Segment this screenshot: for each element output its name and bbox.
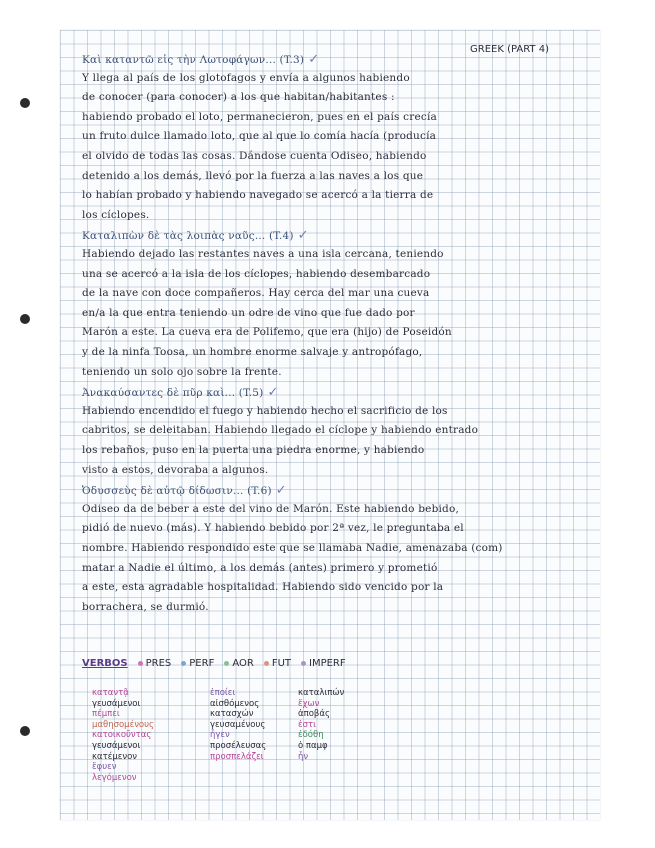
line-text: Ἀνακαύσαντες δὲ πῦρ καὶ... (T.5) xyxy=(82,387,264,400)
section-heading xyxy=(82,483,287,498)
verb-entry: προσπελάζει xyxy=(210,751,264,762)
legend-label: AOR xyxy=(232,658,254,669)
line-text: de la nave con doce compañeros. Hay cerca del mar una cueva xyxy=(82,287,430,300)
line-text: cabritos, se deleitaban. Habiendo llegado el cíclope y habiendo entrado xyxy=(82,424,479,437)
text-line xyxy=(82,444,424,456)
verb-entry: ἦγεν xyxy=(210,730,230,741)
line-text: Odiseo da de beber a este del vino de Marón. Este habiendo bebido, xyxy=(82,502,460,515)
color-dot-icon xyxy=(138,661,143,666)
legend-items xyxy=(138,658,346,669)
line-text: un fruto dulce llamado loto, que al que lo comía hacía (producía xyxy=(82,130,437,143)
text-line xyxy=(82,287,430,299)
text-line xyxy=(82,268,430,280)
text-line xyxy=(82,346,422,358)
page-title: GREEK (PART 4) xyxy=(470,44,549,55)
check-mark-icon: ✓ xyxy=(275,483,287,499)
legend-item xyxy=(224,658,253,669)
verb-column-1 xyxy=(92,688,154,783)
text-line xyxy=(82,464,268,476)
legend-item xyxy=(264,658,291,669)
legend-header: VERBOS xyxy=(82,658,128,669)
verb-entry: μαθησομένους xyxy=(92,719,155,730)
verb-column-3 xyxy=(298,688,344,762)
text-line xyxy=(82,581,443,593)
line-text: visto a estos, devoraba a algunos. xyxy=(82,463,269,476)
text-line xyxy=(82,248,444,260)
verb-entry: ἐποίει xyxy=(210,688,236,698)
verb-entry: γευσάμενοι xyxy=(92,698,141,709)
text-line xyxy=(82,503,459,515)
legend-label: PERF xyxy=(189,658,215,669)
legend-label: PRES xyxy=(145,658,172,669)
text-line xyxy=(82,562,438,574)
verb-entry: πέμπει xyxy=(92,709,120,720)
verb-entry: ἔχων xyxy=(298,698,320,709)
line-text: el olvido de todas las cosas. Dándose cuenta Odiseo, habiendo xyxy=(82,150,427,162)
punch-hole xyxy=(20,98,30,108)
line-text: matar a Nadie el último, a los demás (antes) primero y prometió xyxy=(82,561,438,574)
line-text: teniendo un solo ojo sobre la frente. xyxy=(82,365,282,378)
verb-entry: ἀποβάς xyxy=(298,709,330,720)
color-dot-icon xyxy=(224,661,229,666)
verb-entry: ἐστι xyxy=(298,719,316,730)
legend-item xyxy=(301,658,346,669)
verb-entry: ὁ παμφ xyxy=(298,740,328,751)
verb-entry: κατέμενον xyxy=(92,751,138,762)
verb-column-2 xyxy=(210,688,266,762)
text-line xyxy=(82,111,437,123)
verb-entry: ἐδόθη xyxy=(298,730,324,741)
verb-entry: γευσαμένους xyxy=(210,719,266,730)
check-mark-icon: ✓ xyxy=(308,52,320,67)
text-line xyxy=(82,366,282,378)
line-text: a este, esta agradable hospitalidad. Habiendo sido vencido por la xyxy=(82,581,444,594)
legend-label: FUT xyxy=(271,658,291,669)
text-line xyxy=(82,91,395,103)
line-text: Habiendo dejado las restantes naves a una isla cercana, teniendo xyxy=(82,248,444,260)
line-text: Καταλιπὼν δὲ τὰς λοιπὰς ναῦς... (T.4) xyxy=(82,230,294,243)
color-dot-icon xyxy=(181,661,186,666)
text-line xyxy=(82,307,415,319)
text-line xyxy=(82,326,452,338)
line-text: pidió de nuevo (más). Y habiendo bebido por 2ª vez, le preguntaba el xyxy=(82,522,464,535)
check-mark-icon: ✓ xyxy=(267,385,279,401)
section-heading xyxy=(82,228,309,243)
verb-legend xyxy=(82,658,346,669)
text-line xyxy=(82,189,433,201)
verb-entry: κατοικοῦντας xyxy=(92,730,152,741)
text-line xyxy=(82,209,149,221)
text-line xyxy=(82,601,209,613)
line-text: detenido a los demás, llevó por la fuerza a las naves a los que xyxy=(82,169,424,182)
verb-entry: καταλιπών xyxy=(298,688,345,698)
line-text: Marón a este. La cueva era de Polifemo, que era (hijo) de Poseidón xyxy=(82,326,452,339)
line-text: Y llega al país de los glotofagos y envía a algunos habiendo xyxy=(82,71,410,84)
text-line xyxy=(82,424,478,436)
punch-hole xyxy=(20,314,30,324)
line-text: los rebaños, puso en la puerta una piedra enorme, y habiendo xyxy=(82,444,425,456)
verb-entry: ἦν xyxy=(298,751,309,762)
line-text: los cíclopes. xyxy=(82,208,150,221)
check-mark-icon: ✓ xyxy=(297,228,309,244)
verb-entry: αἰσθόμενος xyxy=(210,698,260,709)
legend-label: IMPERF xyxy=(309,658,346,669)
line-text: habiendo probado el loto, permanecieron, pues en el país crecía xyxy=(82,110,437,123)
section-heading xyxy=(82,52,319,67)
verb-entry: λεγόμενον xyxy=(92,772,137,783)
color-dot-icon xyxy=(301,661,306,666)
verb-entry: ἔφυεν xyxy=(92,762,117,773)
text-line xyxy=(82,72,410,84)
line-text: Ὀδυσσεὺς δὲ αὐτῷ δίδωσιν... (T.6) xyxy=(82,485,272,498)
text-line xyxy=(82,170,423,182)
verb-entry: κατασχών xyxy=(210,709,254,720)
line-text: Habiendo encendido el fuego y habiendo hecho el sacrificio de los xyxy=(82,404,448,417)
legend-item xyxy=(181,658,214,669)
legend-item xyxy=(138,658,172,669)
verb-entry: γευσάμενοι xyxy=(92,740,141,751)
verb-entry: καταντᾷ xyxy=(92,688,129,698)
line-text: lo habían probado y habiendo navegado se acercó a la tierra de xyxy=(82,189,434,202)
text-line xyxy=(82,405,448,417)
section-heading xyxy=(82,385,279,400)
verb-entry: προσέλευσας xyxy=(210,740,267,751)
punch-hole xyxy=(20,726,30,736)
color-dot-icon xyxy=(264,661,269,666)
text-line xyxy=(82,522,464,534)
text-line xyxy=(82,130,436,142)
line-text: Καὶ καταντῶ εἰς τὴν Λωτοφάγων... (T.3) xyxy=(82,54,305,66)
line-text: borrachera, se durmió. xyxy=(82,600,209,613)
line-text: de conocer (para conocer) a los que habitan/habitantes : xyxy=(82,91,395,104)
line-text: en/a la que entra teniendo un odre de vino que fue dado por xyxy=(82,306,415,319)
line-text: una se acercó a la isla de los cíclopes, habiendo desembarcado xyxy=(82,267,431,280)
line-text: y de la ninfa Toosa, un hombre enorme salvaje y antropófago, xyxy=(82,346,423,358)
text-line xyxy=(82,542,503,554)
line-text: nombre. Habiendo respondido este que se llamaba Nadie, amenazaba (com) xyxy=(82,542,503,554)
text-line xyxy=(82,150,427,162)
